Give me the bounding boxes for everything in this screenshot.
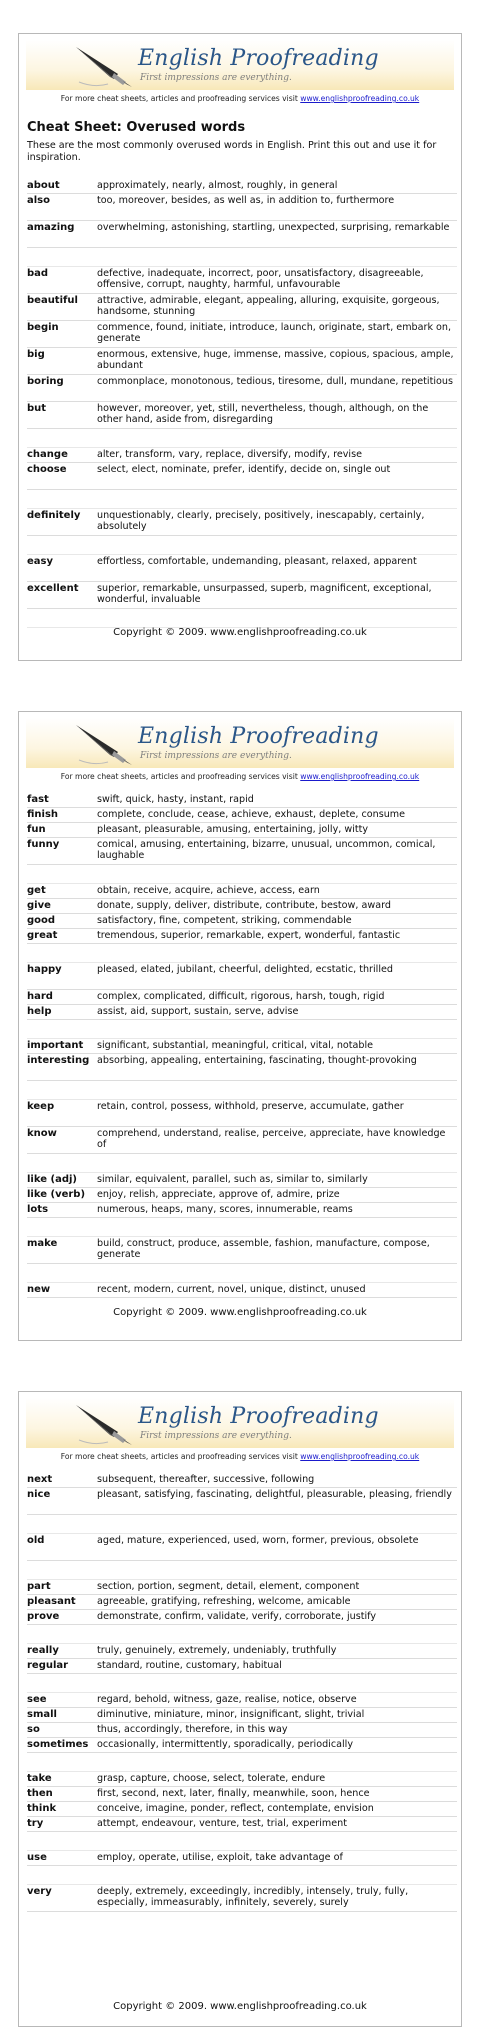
- word-row: [27, 823, 457, 838]
- word-row: [27, 838, 457, 865]
- website-link[interactable]: www.englishproofreading.co.uk: [300, 1452, 420, 1461]
- overused-word: change: [27, 449, 68, 460]
- overused-word: excellent: [27, 583, 79, 594]
- spacer-row: [27, 1625, 457, 1644]
- overused-word: help: [27, 1006, 52, 1017]
- synonyms-list: select, elect, nominate, prefer, identify, decide on, single out: [97, 464, 391, 475]
- overused-word: lots: [27, 1204, 49, 1215]
- overused-word: good: [27, 915, 56, 926]
- synonyms-list: attempt, endeavour, venture, test, trial, experiment: [97, 1818, 348, 1829]
- synonyms-list: aged, mature, experienced, used, worn, former, previous, obsolete: [97, 1535, 419, 1546]
- word-row: [27, 582, 457, 609]
- spacer-row: [27, 1515, 457, 1534]
- word-row: [27, 1802, 457, 1817]
- synonyms-list: first, second, next, later, finally, meanwhile, soon, hence: [97, 1788, 370, 1799]
- synonyms-list: enjoy, relish, appreciate, approve of, admire, prize: [97, 1189, 340, 1200]
- synonyms-list: however, moreover, yet, still, nevertheless, though, although, on the other hand, aside from, disregarding: [97, 403, 429, 425]
- visit-text: For more cheat sheets, articles and proofreading services visit: [60, 94, 301, 103]
- synonyms-list: overwhelming, astonishing, startling, unexpected, surprising, remarkable: [97, 222, 450, 233]
- spacer-row: [27, 1154, 457, 1173]
- overused-word: boring: [27, 376, 64, 387]
- synonyms-list: pleasant, satisfying, fascinating, delightful, pleasurable, pleasing, friendly: [97, 1489, 452, 1500]
- word-row: [27, 194, 457, 221]
- spacer-row: [27, 1081, 457, 1100]
- fountain-pen-icon: [74, 1402, 134, 1446]
- synonyms-list: satisfactory, fine, competent, striking, commendable: [97, 915, 352, 926]
- spacer-row: [27, 1832, 457, 1851]
- logo-title: English Proofreading: [138, 46, 379, 71]
- synonyms-list: occasionally, intermittently, sporadically, periodically: [97, 1739, 353, 1750]
- overused-word: beautiful: [27, 295, 78, 306]
- website-link[interactable]: www.englishproofreading.co.uk: [300, 772, 420, 781]
- spacer-row: [27, 429, 457, 448]
- synonyms-list: tremendous, superior, remarkable, expert, wonderful, fantastic: [97, 930, 401, 941]
- visit-line: [19, 772, 461, 781]
- overused-word: also: [27, 195, 50, 206]
- synonyms-list: too, moreover, besides, as well as, in addition to, furthermore: [97, 195, 395, 206]
- spacer-row: [27, 248, 457, 267]
- overused-word: easy: [27, 556, 54, 567]
- spacer-row: [27, 1753, 457, 1772]
- overused-word: small: [27, 1709, 57, 1720]
- synonyms-list: comprehend, understand, realise, perceive, appreciate, have knowledge of: [97, 1128, 446, 1150]
- word-row: [27, 1283, 457, 1298]
- visit-text: For more cheat sheets, articles and proofreading services visit: [60, 1452, 301, 1461]
- visit-text: For more cheat sheets, articles and proofreading services visit: [60, 772, 301, 781]
- visit-line: [19, 1452, 461, 1461]
- synonyms-list: subsequent, thereafter, successive, following: [97, 1474, 315, 1485]
- synonyms-list: grasp, capture, choose, select, tolerate, endure: [97, 1773, 326, 1784]
- word-row: [27, 899, 457, 914]
- overused-word: regular: [27, 1660, 69, 1671]
- word-row: [27, 1772, 457, 1787]
- overused-word: choose: [27, 464, 67, 475]
- overused-word: see: [27, 1694, 47, 1705]
- synonyms-list: complex, complicated, difficult, rigorous, harsh, tough, rigid: [97, 991, 385, 1002]
- word-row: [27, 321, 457, 348]
- synonyms-list: demonstrate, confirm, validate, verify, corroborate, justify: [97, 1611, 377, 1622]
- website-link[interactable]: www.englishproofreading.co.uk: [300, 94, 420, 103]
- overused-word: like (verb): [27, 1189, 86, 1200]
- cheat-sheet-heading: Cheat Sheet: Overused words: [27, 120, 246, 135]
- word-row: [27, 808, 457, 823]
- overused-word: get: [27, 885, 46, 896]
- synonyms-list: truly, genuinely, extremely, undeniably, truthfully: [97, 1645, 337, 1656]
- overused-word: use: [27, 1852, 47, 1863]
- synonyms-list: similar, equivalent, parallel, such as, similar to, similarly: [97, 1174, 368, 1185]
- word-row: [27, 267, 457, 294]
- cheat-sheet-page-3: [18, 1391, 462, 2027]
- word-row: [27, 1473, 457, 1488]
- overused-word: amazing: [27, 222, 75, 233]
- word-row: [27, 1580, 457, 1595]
- synonyms-list: donate, supply, deliver, distribute, contribute, bestow, award: [97, 900, 391, 911]
- word-row: [27, 221, 457, 248]
- word-row: [27, 1885, 457, 1912]
- spacer-row: [27, 1218, 457, 1237]
- word-row: [27, 884, 457, 899]
- word-row: [27, 1039, 457, 1054]
- fountain-pen-icon: [74, 44, 134, 88]
- synonyms-list: effortless, comfortable, undemanding, pleasant, relaxed, apparent: [97, 556, 417, 567]
- synonyms-list: swift, quick, hasty, instant, rapid: [97, 794, 254, 805]
- word-row: [27, 1851, 457, 1866]
- word-row: [27, 1127, 457, 1154]
- synonyms-list: pleasant, pleasurable, amusing, entertaining, jolly, witty: [97, 824, 369, 835]
- synonyms-list: unquestionably, clearly, precisely, positively, inescapably, certainly, absolutely: [97, 510, 425, 532]
- synonyms-list: superior, remarkable, unsurpassed, superb, magnificent, exceptional, wonderful, invaluable: [97, 583, 432, 605]
- header-banner: [26, 1398, 454, 1448]
- synonyms-list: numerous, heaps, many, scores, innumerable, reams: [97, 1204, 353, 1215]
- overused-word: pleasant: [27, 1596, 76, 1607]
- overused-word: so: [27, 1724, 40, 1735]
- synonyms-list: significant, substantial, meaningful, critical, vital, notable: [97, 1040, 374, 1051]
- synonyms-list: assist, aid, support, sustain, serve, advise: [97, 1006, 299, 1017]
- header-banner: [26, 40, 454, 90]
- overused-word: new: [27, 1284, 51, 1295]
- word-row: [27, 1659, 457, 1674]
- overused-word: hard: [27, 991, 53, 1002]
- word-row: [27, 509, 457, 536]
- synonyms-list: pleased, elated, jubilant, cheerful, delighted, ecstatic, thrilled: [97, 964, 393, 975]
- overused-word: definitely: [27, 510, 81, 521]
- word-row: [27, 1595, 457, 1610]
- word-row: [27, 963, 457, 990]
- word-row: [27, 1173, 457, 1188]
- word-row: [27, 1488, 457, 1515]
- visit-line: [19, 94, 461, 103]
- word-row: [27, 402, 457, 429]
- logo-title: English Proofreading: [138, 1404, 379, 1429]
- overused-word: like (adj): [27, 1174, 77, 1185]
- synonyms-list: section, portion, segment, detail, element, component: [97, 1581, 360, 1592]
- synonyms-list: thus, accordingly, therefore, in this way: [97, 1724, 288, 1735]
- word-row: [27, 1054, 457, 1081]
- overused-word: give: [27, 900, 51, 911]
- word-row: [27, 1644, 457, 1659]
- copyright-footer: Copyright © 2009. www.englishproofreading.co.uk: [113, 2001, 367, 2012]
- spacer-row: [27, 1674, 457, 1693]
- word-row: [27, 555, 457, 582]
- word-row: [27, 1787, 457, 1802]
- synonyms-list: conceive, imagine, ponder, reflect, contemplate, envision: [97, 1803, 374, 1814]
- spacer-row: [27, 1020, 457, 1039]
- synonyms-list: comical, amusing, entertaining, bizarre, unusual, uncommon, comical, laughable: [97, 839, 436, 861]
- logo-title: English Proofreading: [138, 724, 379, 749]
- word-row: [27, 914, 457, 929]
- word-row: [27, 294, 457, 321]
- word-row: [27, 929, 457, 944]
- synonyms-list: obtain, receive, acquire, achieve, access, earn: [97, 885, 320, 896]
- synonyms-list: standard, routine, customary, habitual: [97, 1660, 282, 1671]
- word-row: [27, 1005, 457, 1020]
- synonyms-list: complete, conclude, cease, achieve, exhaust, deplete, consume: [97, 809, 406, 820]
- synonyms-list: attractive, admirable, elegant, appealing, alluring, exquisite, gorgeous, handsome, stunning: [97, 295, 440, 317]
- synonyms-list: enormous, extensive, huge, immense, massive, copious, spacious, ample, abundant: [97, 349, 454, 371]
- logo-tagline: First impressions are everything.: [140, 73, 292, 83]
- overused-word: try: [27, 1818, 44, 1829]
- overused-word: about: [27, 180, 60, 191]
- spacer-row: [27, 1264, 457, 1283]
- overused-word: interesting: [27, 1055, 90, 1066]
- overused-word: prove: [27, 1611, 60, 1622]
- overused-word: keep: [27, 1101, 55, 1112]
- spacer-row: [27, 536, 457, 555]
- overused-word: big: [27, 349, 45, 360]
- word-row: [27, 793, 457, 808]
- synonyms-list: commonplace, monotonous, tedious, tiresome, dull, mundane, repetitious: [97, 376, 453, 387]
- synonyms-list: employ, operate, utilise, exploit, take advantage of: [97, 1852, 343, 1863]
- cheat-sheet-page-1: [18, 33, 462, 661]
- spacer-row: [27, 609, 457, 628]
- overused-word: know: [27, 1128, 57, 1139]
- word-row: [27, 1188, 457, 1203]
- overused-word: think: [27, 1803, 57, 1814]
- overused-word: begin: [27, 322, 59, 333]
- overused-word: sometimes: [27, 1739, 89, 1750]
- overused-word: old: [27, 1535, 45, 1546]
- overused-word: part: [27, 1581, 51, 1592]
- spacer-row: [27, 490, 457, 509]
- overused-word: fast: [27, 794, 49, 805]
- spacer-row: [27, 1866, 457, 1885]
- overused-word: happy: [27, 964, 62, 975]
- synonyms-list: retain, control, possess, withhold, preserve, accumulate, gather: [97, 1101, 404, 1112]
- overused-word: next: [27, 1474, 53, 1485]
- overused-word: nice: [27, 1489, 51, 1500]
- overused-word: important: [27, 1040, 84, 1051]
- word-row: [27, 375, 457, 402]
- synonyms-list: agreeable, gratifying, refreshing, welcome, amicable: [97, 1596, 351, 1607]
- overused-word: really: [27, 1645, 59, 1656]
- overused-word: but: [27, 403, 47, 414]
- synonyms-list: deeply, extremely, exceedingly, incredibly, intensely, truly, fully, especially, immeasurably, infinitely, severely, surely: [97, 1886, 409, 1908]
- logo-tagline: First impressions are everything.: [140, 1431, 292, 1441]
- synonyms-list: build, construct, produce, assemble, fashion, manufacture, compose, generate: [97, 1238, 430, 1260]
- word-row: [27, 1237, 457, 1264]
- copyright-footer: Copyright © 2009. www.englishproofreading.co.uk: [113, 627, 367, 638]
- overused-word: bad: [27, 268, 49, 279]
- word-row: [27, 1693, 457, 1708]
- fountain-pen-icon: [74, 722, 134, 766]
- word-row: [27, 1610, 457, 1625]
- word-row: [27, 1817, 457, 1832]
- overused-word: finish: [27, 809, 59, 820]
- word-row: [27, 1708, 457, 1723]
- overused-word: very: [27, 1886, 52, 1897]
- synonyms-list: defective, inadequate, incorrect, poor, unsatisfactory, disagreeable, offensive, corrupt, naughty, harmful, unfavourable: [97, 268, 424, 290]
- overused-word: fun: [27, 824, 46, 835]
- word-row: [27, 1738, 457, 1753]
- synonyms-list: recent, modern, current, novel, unique, distinct, unused: [97, 1284, 366, 1295]
- overused-word: make: [27, 1238, 58, 1249]
- word-row: [27, 179, 457, 194]
- intro-paragraph: These are the most commonly overused words in English. Print this out and use it for inspiration.: [27, 140, 437, 163]
- spacer-row: [27, 865, 457, 884]
- word-row: [27, 463, 457, 490]
- overused-word: take: [27, 1773, 52, 1784]
- word-row: [27, 1203, 457, 1218]
- word-row: [27, 1723, 457, 1738]
- synonyms-list: commence, found, initiate, introduce, launch, originate, start, embark on, generate: [97, 322, 452, 344]
- cheat-sheet-page-2: [18, 711, 462, 1341]
- spacer-row: [27, 1561, 457, 1580]
- overused-word: then: [27, 1788, 53, 1799]
- synonyms-list: alter, transform, vary, replace, diversify, modify, revise: [97, 449, 362, 460]
- word-row: [27, 348, 457, 375]
- logo-tagline: First impressions are everything.: [140, 751, 292, 761]
- copyright-footer: Copyright © 2009. www.englishproofreading.co.uk: [113, 1307, 367, 1318]
- synonyms-list: diminutive, miniature, minor, insignificant, slight, trivial: [97, 1709, 365, 1720]
- word-row: [27, 1100, 457, 1127]
- synonyms-list: approximately, nearly, almost, roughly, in general: [97, 180, 338, 191]
- overused-word: great: [27, 930, 58, 941]
- header-banner: [26, 718, 454, 768]
- synonyms-list: regard, behold, witness, gaze, realise, notice, observe: [97, 1694, 357, 1705]
- word-row: [27, 990, 457, 1005]
- synonyms-list: absorbing, appealing, entertaining, fascinating, thought-provoking: [97, 1055, 417, 1066]
- word-row: [27, 448, 457, 463]
- overused-word: funny: [27, 839, 60, 850]
- word-row: [27, 1534, 457, 1561]
- spacer-row: [27, 944, 457, 963]
